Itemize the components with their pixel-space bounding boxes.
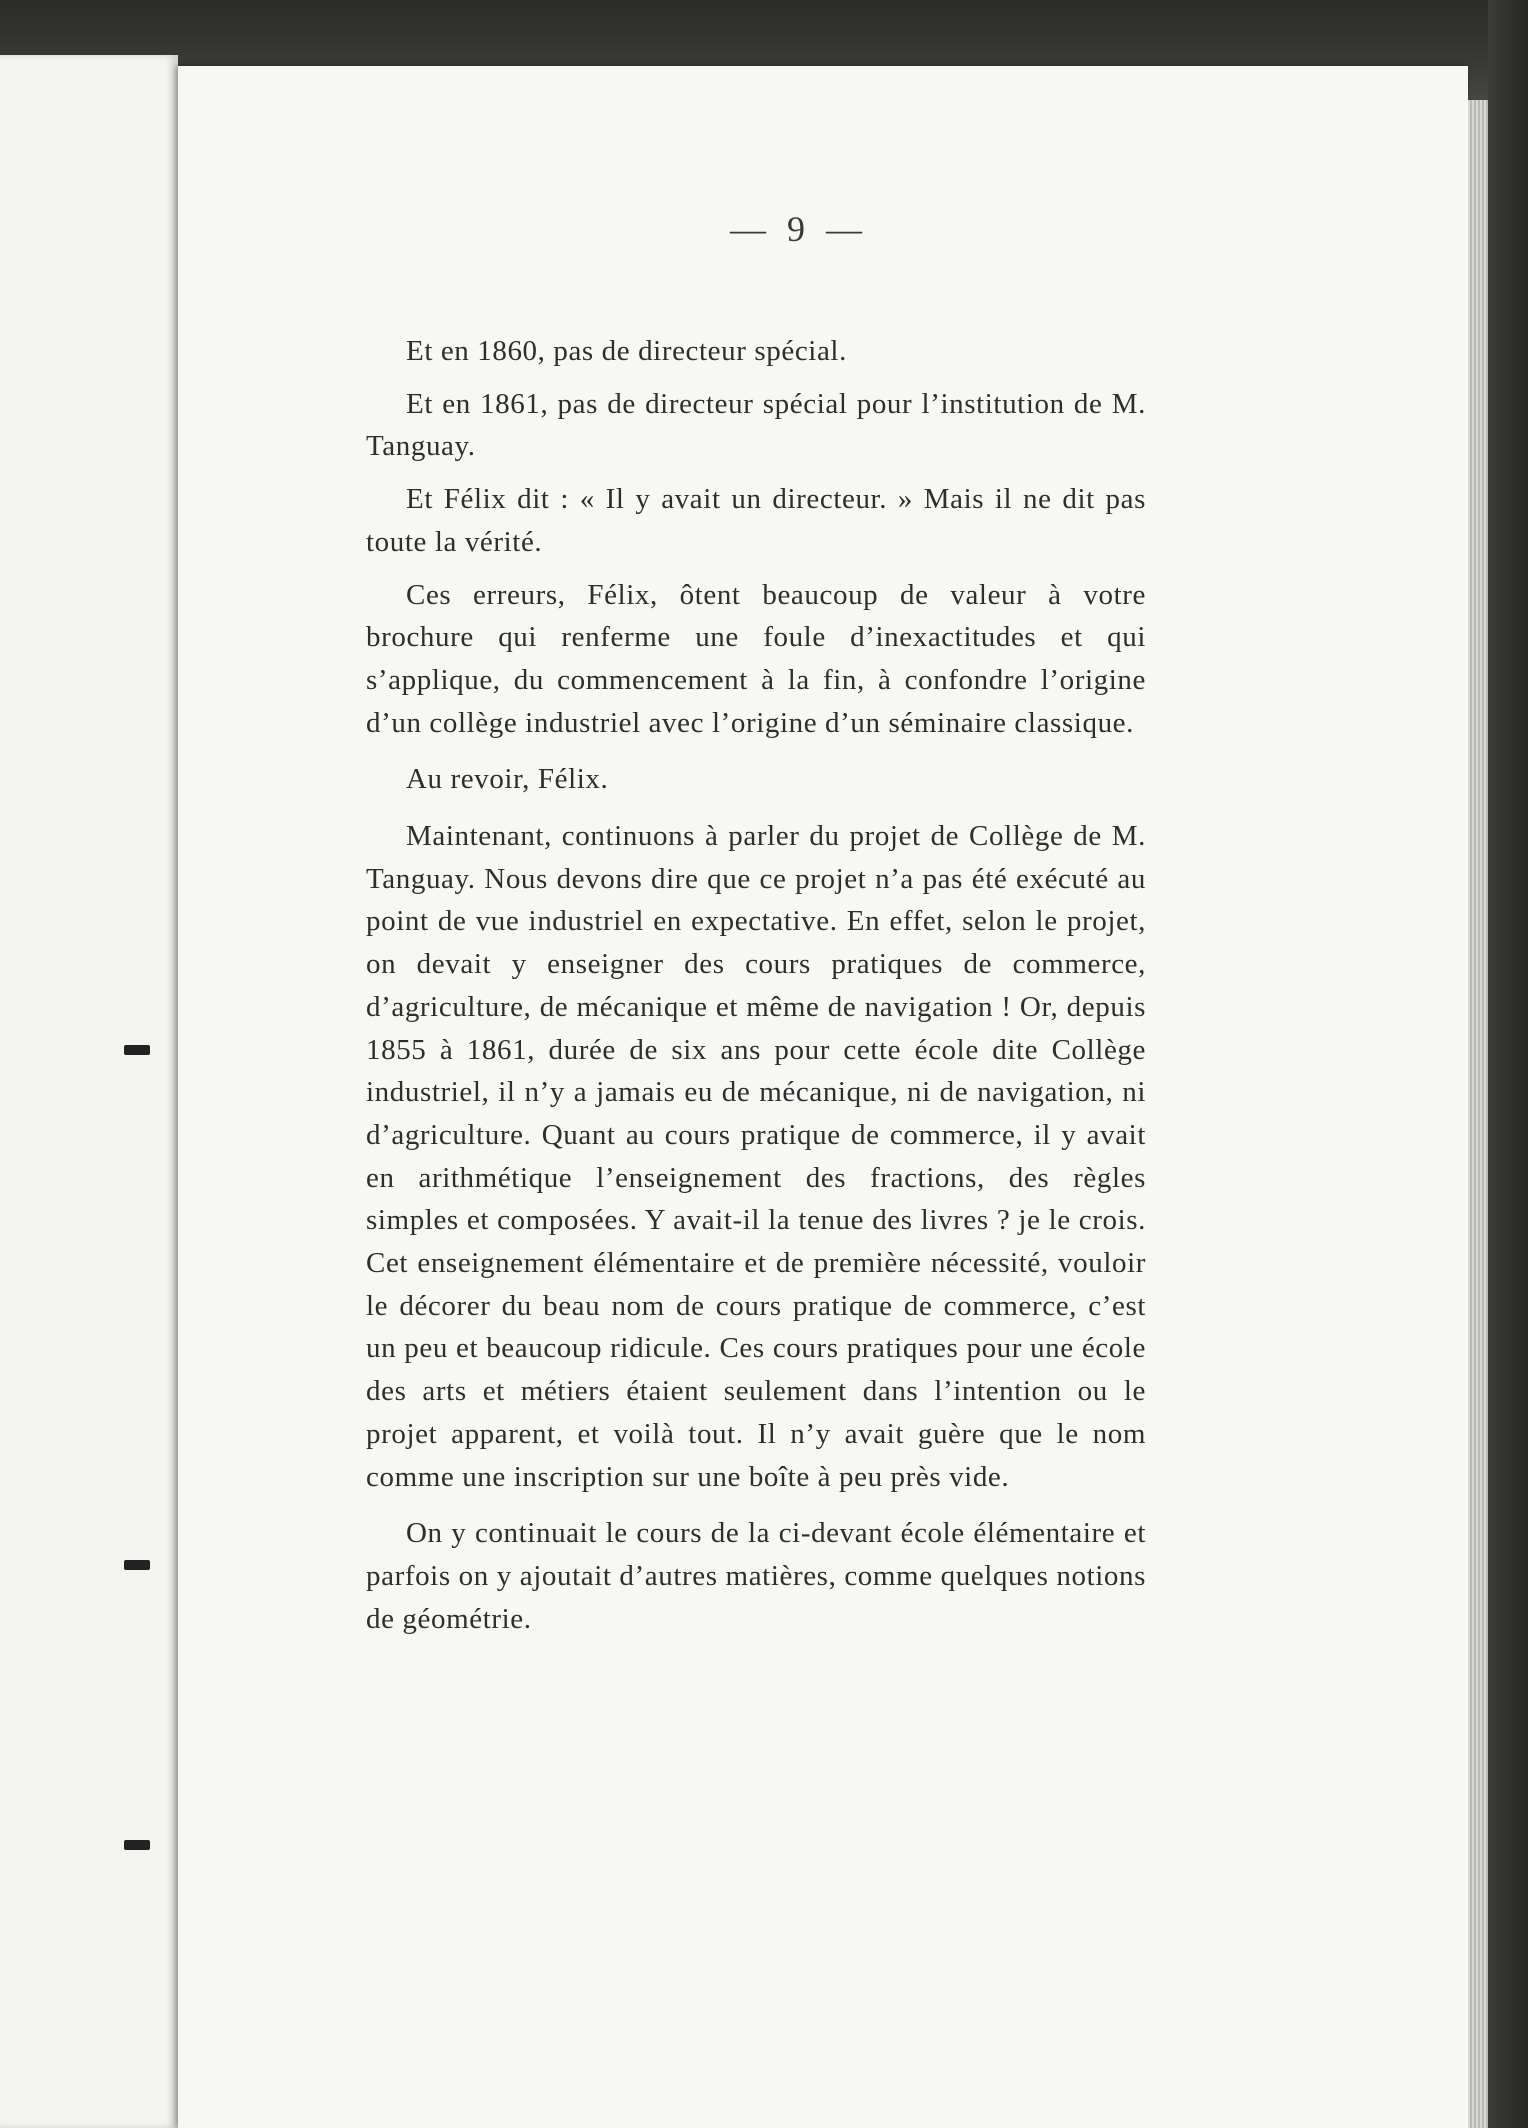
- scan-backdrop-right: [1488, 0, 1528, 2128]
- page-text: [366, 330, 1146, 1650]
- page-number: — 9 —: [730, 209, 868, 249]
- binding-mark: [124, 1045, 150, 1055]
- binding-mark: [124, 1840, 150, 1850]
- paragraph: On y continuait le cours de la ci-devant école élémentaire et parfois on y ajoutait d’autres matières, comme quelques notions de géométrie.: [366, 1517, 1146, 1635]
- left-page-margin: [0, 55, 181, 2128]
- paragraph: Et Félix dit : « Il y avait un directeur. » Mais il ne dit pas toute la vérité.: [366, 483, 1146, 558]
- paragraph: Et en 1860, pas de directeur spécial.: [406, 335, 847, 367]
- binding-mark: [124, 1560, 150, 1570]
- paragraph: Ces erreurs, Félix, ôtent beaucoup de valeur à votre brochure qui renferme une foule d’inexactitudes et qui s’applique, du commencement à la fin, à confondre l’origine d’un collège industriel avec l’origine d’un séminaire classique.: [366, 578, 1146, 739]
- paragraph: Et en 1861, pas de directeur spécial pour l’institution de M. Tanguay.: [366, 387, 1146, 463]
- paragraph: Maintenant, continuons à parler du projet de Collège de M. Tanguay. Nous devons dire que ce projet n’a pas été exécuté au point de vue industriel en expectative. En effet, selon le projet, on devait y enseigner des cours pratiques de commerce, d’agriculture, de mécanique et même de navigation ! Or, depuis 1855 à 1861, durée de six ans pour cette école dite Collège industriel, il n’y a jamais eu de mécanique, ni de navigation, ni d’agriculture. Quant au cours pratique de commerce, il y avait en arithmétique l’enseignement des fractions, des règles simples et composées. Y avait-il la tenue des livres ? je le crois. Cet enseignement élémentaire et de première nécessité, vouloir le décorer du beau nom de cours pratique de commerce, c’est un peu et beaucoup ridicule. Ces cours pratiques pour une école des arts et métiers étaient seulement dans l’intention ou le projet apparent, et voilà tout. Il n’y avait guère que le nom comme une inscription sur une boîte à peu près vide.: [366, 820, 1146, 1493]
- page-edges: [1468, 100, 1488, 2128]
- paragraph: Au revoir, Félix.: [406, 763, 609, 796]
